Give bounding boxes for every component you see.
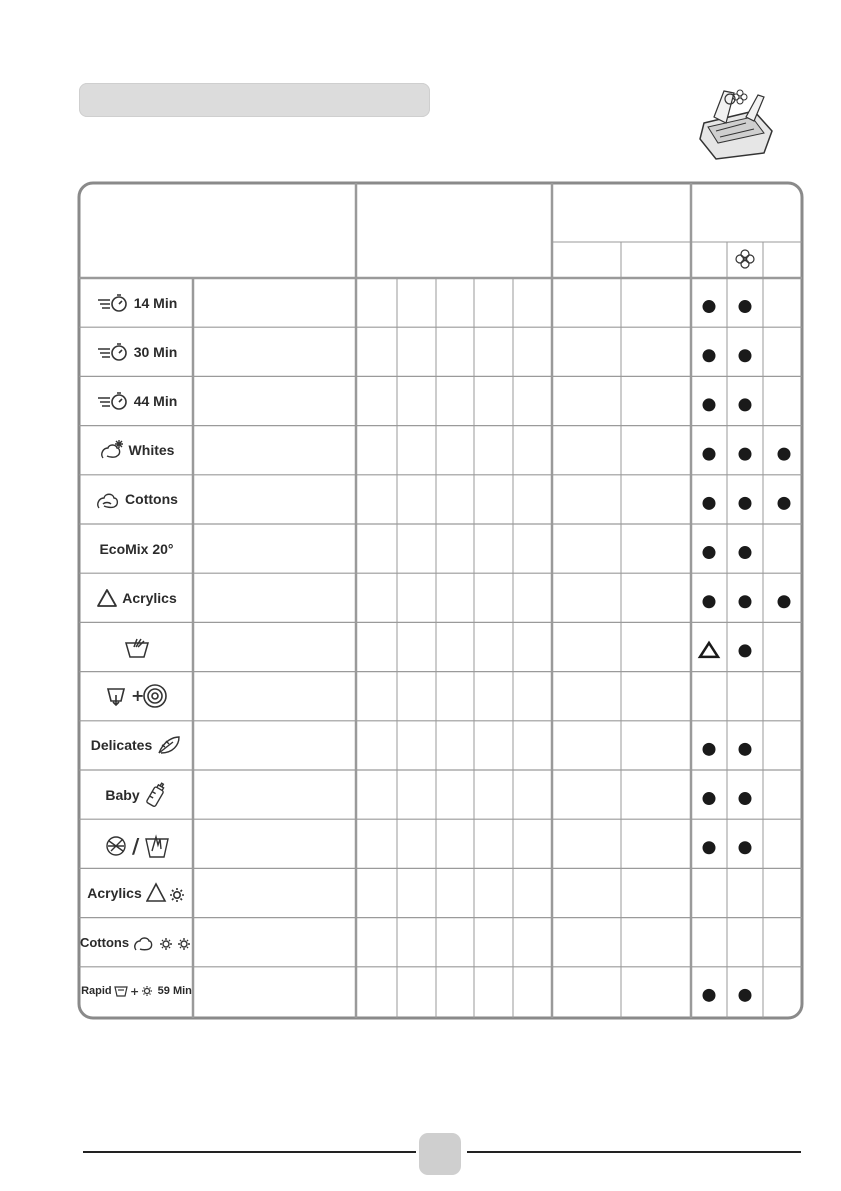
program-label	[81, 573, 192, 622]
dosage-dot	[739, 989, 752, 1002]
program-label	[81, 721, 192, 770]
dosage-dot	[703, 398, 716, 411]
dosage-dot	[739, 349, 752, 362]
dosage-dot	[703, 448, 716, 461]
dosage-dot	[739, 841, 752, 854]
program-label-text: Rapid	[81, 985, 112, 998]
dosage-dot	[703, 792, 716, 805]
cotton-boll-icon	[95, 488, 121, 510]
program-label	[81, 278, 192, 327]
whites-sparkle-icon	[99, 438, 125, 462]
softener-header-icon	[736, 250, 754, 268]
page-number-tab	[419, 1133, 461, 1175]
program-label-text: Whites	[128, 442, 175, 459]
quick-clock-icon	[96, 292, 130, 314]
dosage-dot	[739, 398, 752, 411]
program-label	[81, 918, 192, 967]
dosage-dot	[703, 349, 716, 362]
dosage-dot	[778, 448, 791, 461]
dosage-dot	[703, 841, 716, 854]
program-label	[81, 475, 192, 524]
drain-spin-icon	[106, 683, 168, 709]
program-label	[81, 868, 192, 917]
program-label-text: EcoMix 20°	[99, 540, 174, 557]
triangle-sun-icon	[146, 882, 186, 904]
program-label-text: Cottons	[79, 934, 130, 950]
footer-rule-right	[467, 1151, 801, 1153]
dosage-dot	[703, 989, 716, 1002]
dosage-dot	[739, 497, 752, 510]
program-label	[81, 524, 192, 573]
quick-clock-icon	[96, 341, 130, 363]
rinse-basin-icon	[124, 635, 150, 659]
dosage-dot	[703, 300, 716, 313]
wool-handwash-icon	[104, 829, 170, 859]
svg-text:+: +	[129, 985, 139, 999]
dosage-dot	[778, 497, 791, 510]
program-label-text: Delicates	[90, 737, 153, 754]
program-label	[81, 770, 192, 819]
rapid-basin-sun-icon	[114, 983, 156, 999]
program-label-text: 14 Min	[133, 294, 178, 311]
dosage-dot	[703, 743, 716, 756]
dosage-dot	[739, 644, 752, 657]
table-marks	[700, 300, 791, 1002]
program-label-text: 59 Min	[157, 985, 192, 998]
feather-icon	[156, 734, 182, 756]
dosage-dot	[703, 497, 716, 510]
optional-triangle-mark	[700, 643, 718, 657]
program-label-text: 44 Min	[133, 392, 178, 409]
footer-rule-left	[83, 1151, 416, 1153]
program-label	[81, 967, 192, 1016]
quick-clock-icon	[96, 390, 130, 412]
cotton-double-sun-icon	[133, 931, 193, 953]
program-label	[81, 819, 192, 868]
dosage-dot	[739, 300, 752, 313]
dosage-dot	[739, 792, 752, 805]
program-label-text: Cottons	[125, 491, 178, 508]
program-label	[81, 426, 192, 475]
dosage-dot	[739, 546, 752, 559]
program-label-text: Acrylics	[122, 589, 177, 606]
program-label	[81, 622, 192, 671]
dosage-dot	[739, 743, 752, 756]
program-label	[81, 672, 192, 721]
program-label-text: Acrylics	[87, 884, 142, 901]
baby-bottle-icon	[144, 780, 168, 810]
program-label-text: +	[130, 686, 144, 706]
dosage-dot	[778, 595, 791, 608]
program-label-text: Baby	[105, 786, 140, 803]
dosage-dot	[739, 595, 752, 608]
program-label	[81, 327, 192, 376]
program-label-text: 30 Min	[133, 343, 178, 360]
dosage-dot	[703, 595, 716, 608]
dosage-dot	[703, 546, 716, 559]
program-label	[81, 376, 192, 425]
triangle-icon	[96, 588, 118, 608]
program-label-text: /	[131, 833, 139, 858]
dosage-dot	[739, 448, 752, 461]
